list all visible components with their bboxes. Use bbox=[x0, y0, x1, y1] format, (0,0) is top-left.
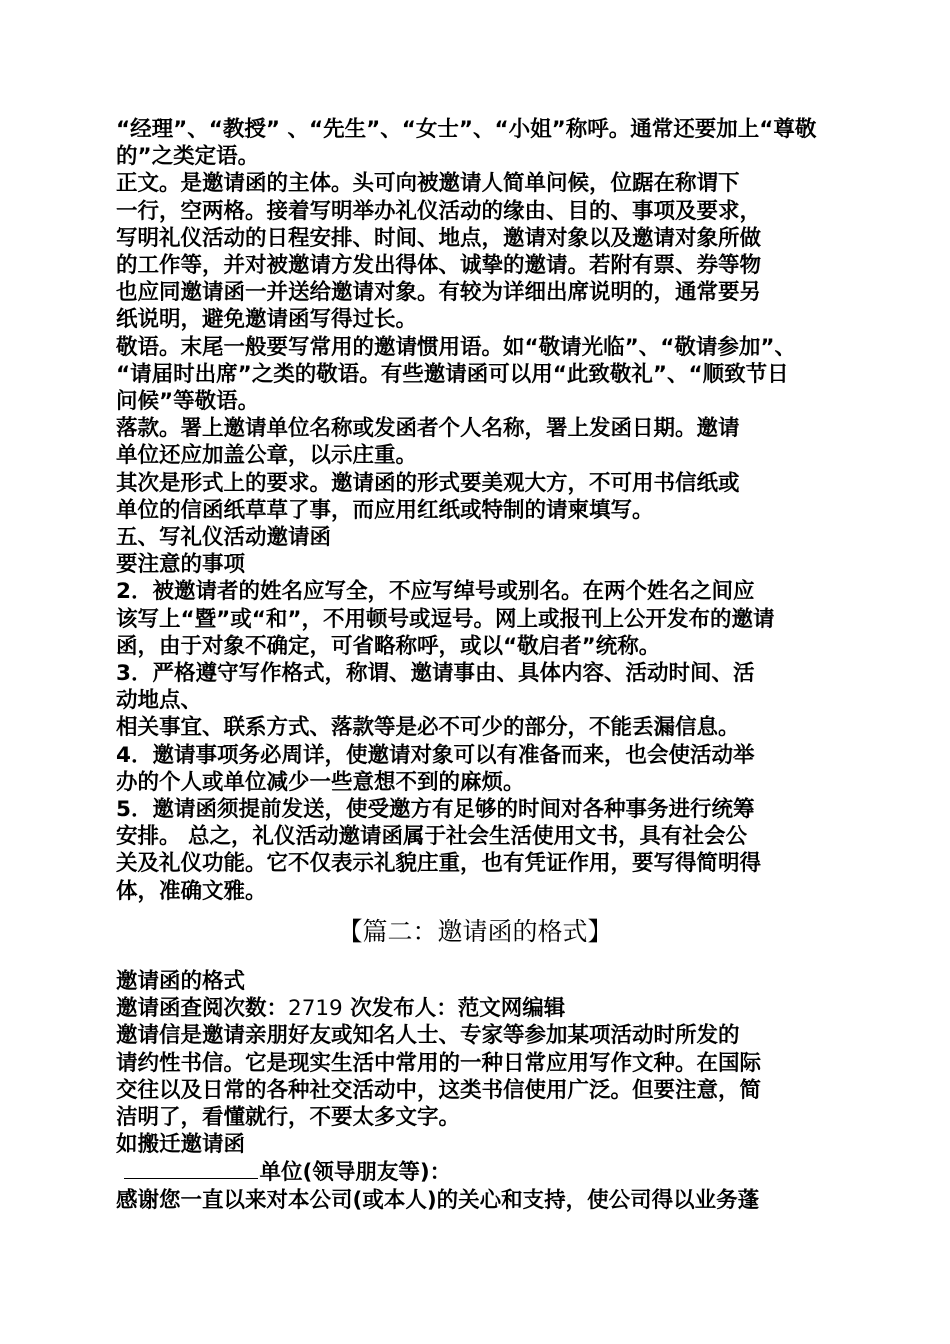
text-line: 写明礼仪活动的日程安排、时间、地点，邀请对象以及邀请对象所做 bbox=[116, 225, 762, 251]
text-line: 相关事宜、联系方式、落款等是必不可少的部分，不能丢漏信息。 bbox=[116, 715, 740, 741]
section-two-body bbox=[116, 968, 846, 1214]
text-line: 敬语。末尾一般要写常用的邀请惯用语。如“敬请光临”、“敬请参加”、 bbox=[116, 334, 797, 360]
salutation-line bbox=[116, 1158, 846, 1186]
text-line: 体，准确文雅。 bbox=[116, 878, 267, 904]
view-count: 2719 bbox=[288, 996, 343, 1022]
text-line: 单位还应加盖公章，以示庄重。 bbox=[116, 443, 418, 469]
text-line: 如搬迁邀请函 bbox=[116, 1132, 246, 1158]
text-line: 办的个人或单位减少一些意想不到的麻烦。 bbox=[116, 769, 525, 795]
text-line: 动地点、 bbox=[116, 688, 203, 714]
text-line: 请约性书信。它是现实生活中常用的一种日常应用写作文种。在国际 bbox=[116, 1050, 762, 1076]
text-line: 2．被邀请者的姓名应写全，不应写绰号或别名。在两个姓名之间应 bbox=[116, 579, 755, 605]
text-line: 洁明了，看懂就行，不要太多文字。 bbox=[116, 1105, 461, 1131]
section-two-title: 邀请函的格式 bbox=[116, 969, 246, 994]
text-line: 落款。署上邀请单位名称或发函者个人名称，署上发函日期。邀请 bbox=[116, 416, 740, 442]
section-heading-five: 五、写礼仪活动邀请函 bbox=[116, 525, 332, 551]
text-line: 一行，空两格。接着写明举办礼仪活动的缘由、目的、事项及要求， bbox=[116, 198, 762, 224]
text-line: “请届时出席”之类的敬语。有些邀请函可以用“此致敬礼”、“顺致节日 bbox=[116, 361, 789, 387]
subheading-notes: 要注意的事项 bbox=[116, 552, 246, 578]
fill-in-blank bbox=[124, 1158, 258, 1179]
text-line: 邀请信是邀请亲朋好友或知名人士、专家等参加某项活动时所发的 bbox=[116, 1023, 740, 1049]
text-line: 3．严格遵守写作格式，称谓、邀请事由、具体内容、活动时间、活 bbox=[116, 661, 755, 687]
text-line: 的”之类定语。 bbox=[116, 144, 260, 170]
text-line: 的工作等，并对被邀请方发出得体、诚挚的邀请。若附有票、券等物 bbox=[116, 253, 762, 279]
text-line: 问候”等敬语。 bbox=[116, 389, 260, 415]
text-line: 单位的信函纸草草了事，而应用红纸或特制的请柬填写。 bbox=[116, 497, 654, 523]
text-line: 4．邀请事项务必周详，使邀请对象可以有准备而来，也会使活动举 bbox=[116, 742, 755, 768]
text-line: 该写上“暨”或“和”，不用顿号或逗号。网上或报刊上公开发布的邀请 bbox=[116, 606, 775, 632]
section-one-body bbox=[116, 116, 846, 905]
text-line: 交往以及日常的各种社交活动中，这类书信使用广泛。但要注意，简 bbox=[116, 1077, 762, 1103]
text-line: 其次是形式上的要求。邀请函的形式要美观大方，不可用书信纸或 bbox=[116, 470, 740, 496]
meta-suffix: 次发布人：范文网编辑 bbox=[342, 996, 566, 1022]
meta-prefix: 邀请函查阅次数： bbox=[116, 996, 289, 1022]
salutation-suffix: 单位(领导朋友等)： bbox=[259, 1160, 452, 1186]
section-two-heading: 【篇二：邀请函的格式】 bbox=[337, 917, 613, 946]
text-line: 正文。是邀请函的主体。头可向被邀请人简单问候，位踞在称谓下 bbox=[116, 171, 740, 197]
text-line: “经理”、“教授” 、“先生”、“女士”、“小姐”称呼。通常还要加上“尊敬 bbox=[116, 117, 817, 142]
text-line: 也应同邀请函一并送给邀请对象。有较为详细出席说明的，通常要另 bbox=[116, 280, 762, 306]
meta-line bbox=[116, 995, 846, 1022]
text-line: 纸说明，避免邀请函写得过长。 bbox=[116, 307, 418, 333]
text-line: 感谢您一直以来对本公司(或本人)的关心和支持，使公司得以业务蓬 bbox=[116, 1187, 760, 1213]
text-line: 函，由于对象不确定，可省略称呼，或以“敬启者”统称。 bbox=[116, 633, 661, 659]
text-line: 安排。 总之，礼仪活动邀请函属于社会生活使用文书，具有社会公 bbox=[116, 824, 747, 850]
text-line: 5．邀请函须提前发送，使受邀方有足够的时间对各种事务进行统筹 bbox=[116, 797, 755, 823]
text-line: 关及礼仪功能。它不仅表示礼貌庄重，也有凭证作用，要写得简明得 bbox=[116, 851, 762, 877]
